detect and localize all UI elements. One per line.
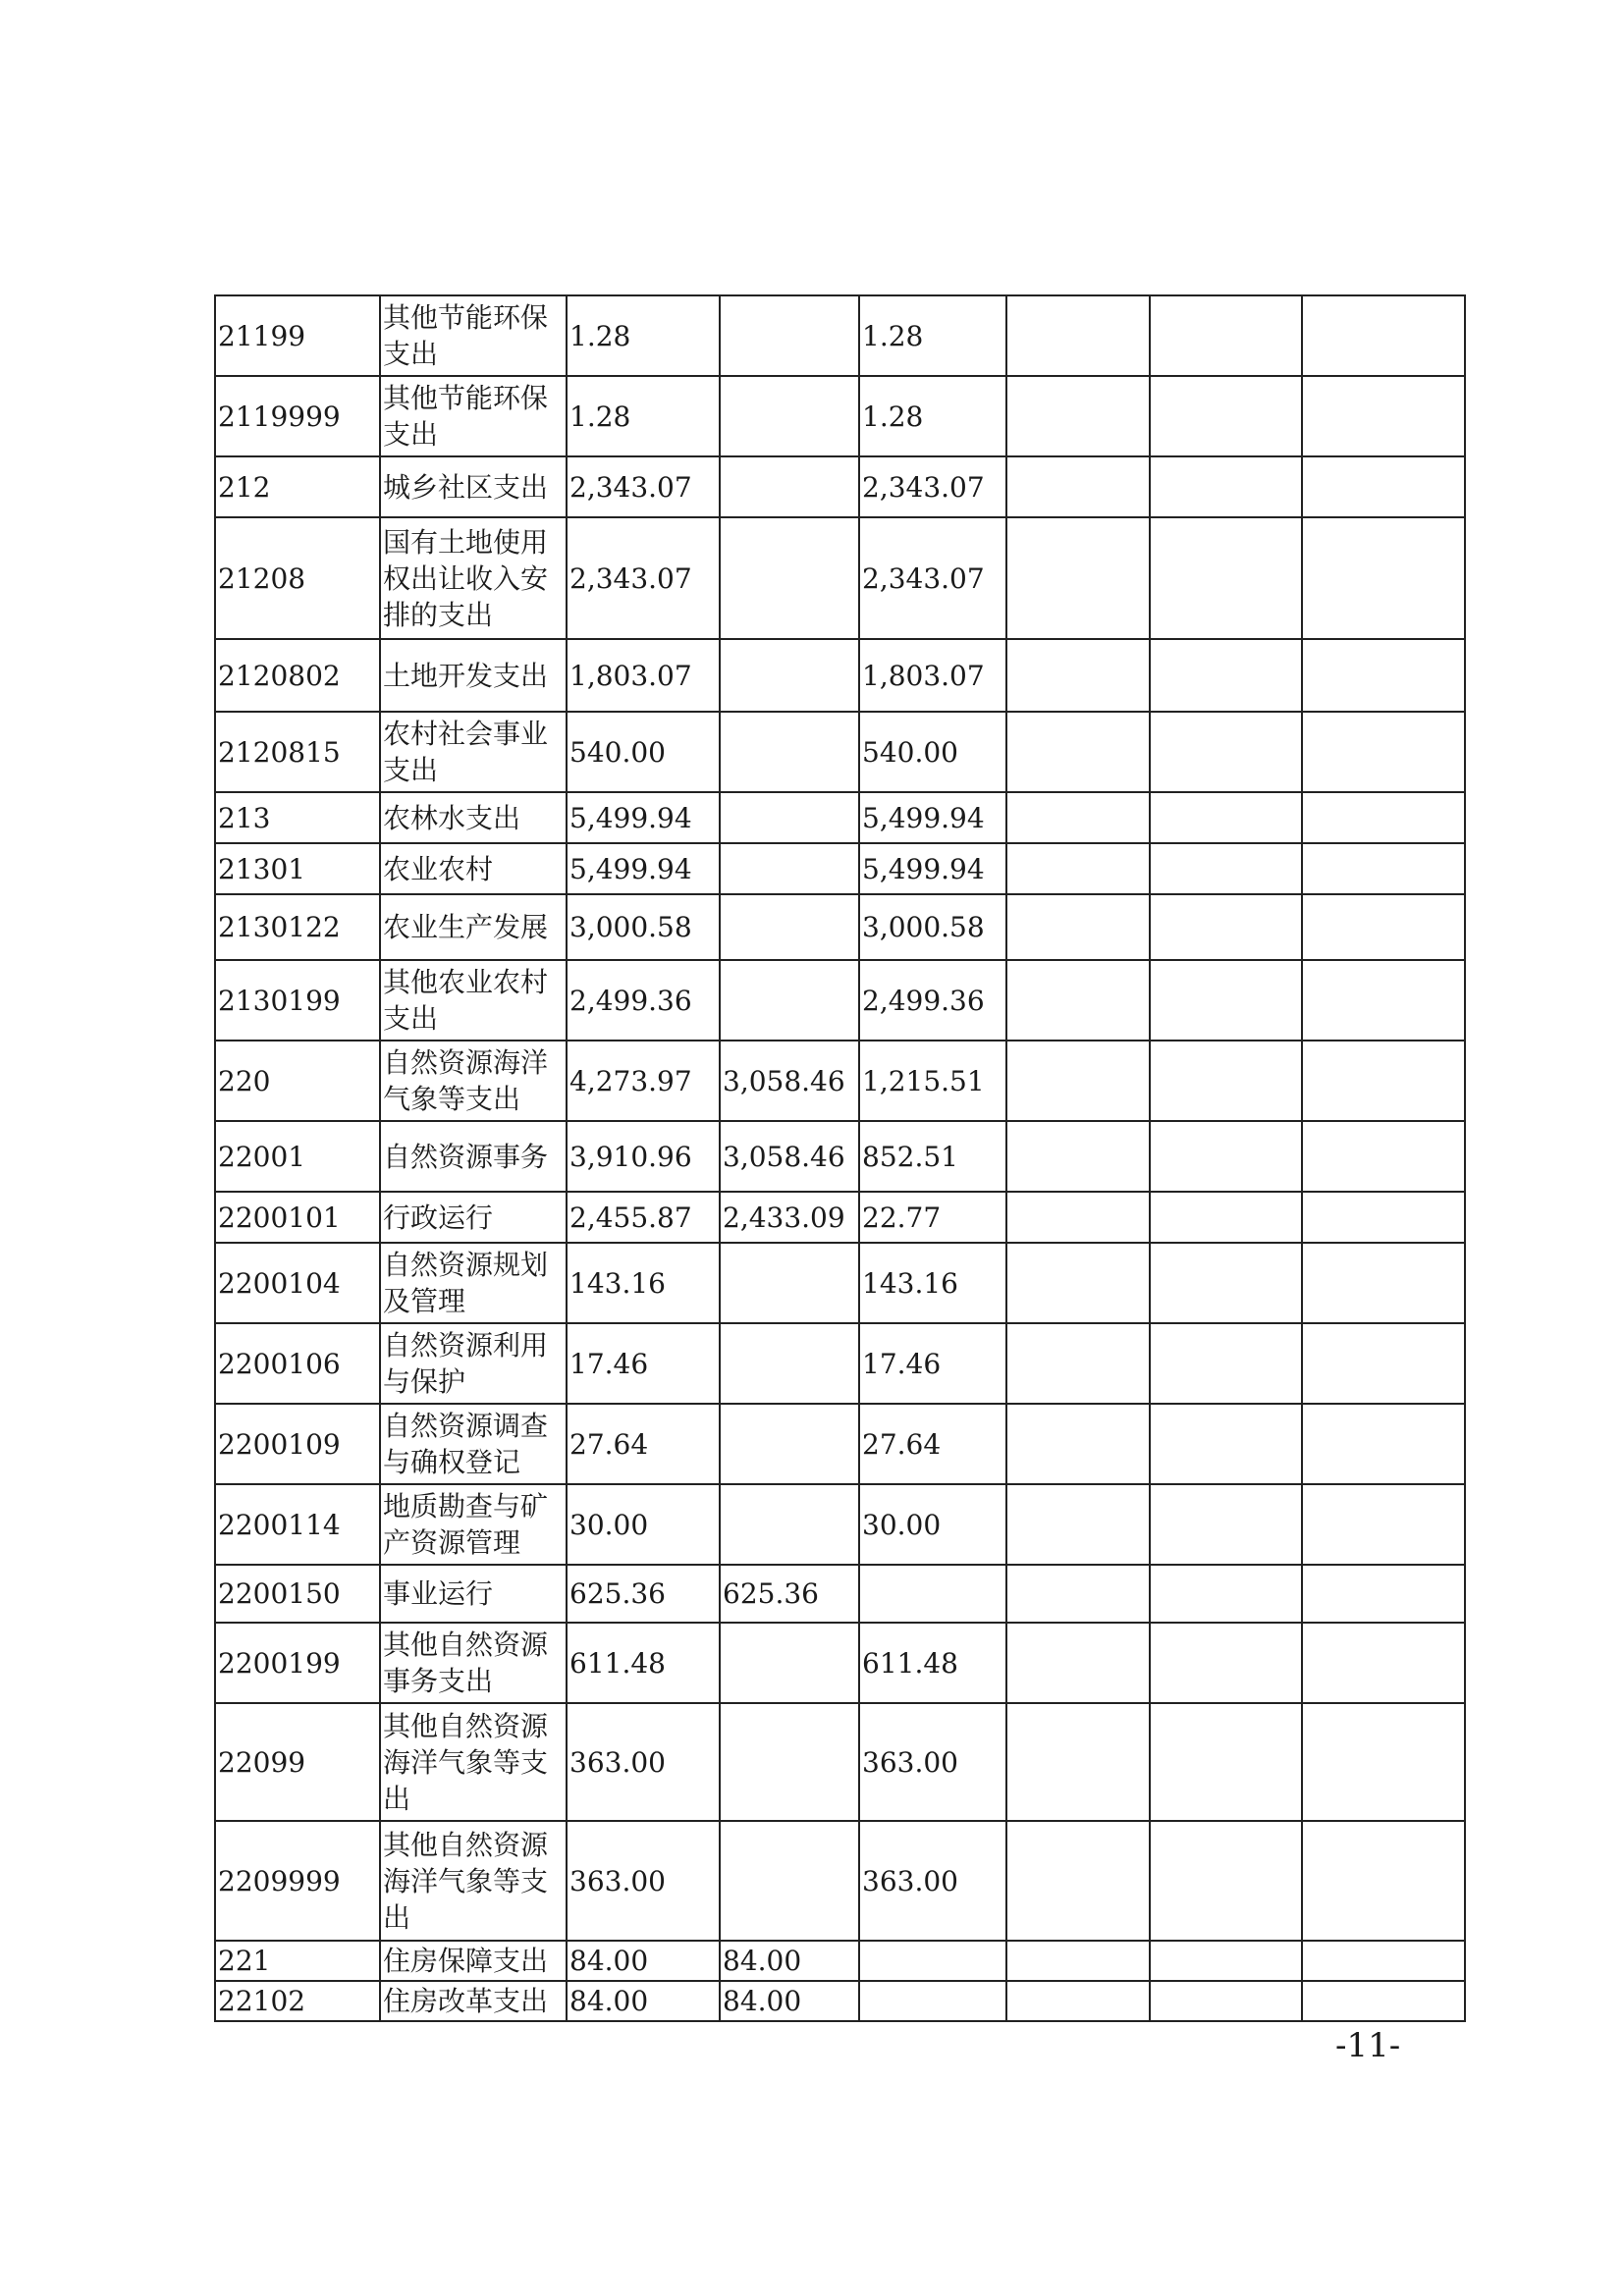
code-cell: 22001: [215, 1121, 380, 1192]
total-cell: 143.16: [567, 1243, 720, 1323]
total-cell: 611.48: [567, 1623, 720, 1703]
total-cell: 363.00: [567, 1821, 720, 1941]
table-row: [215, 1484, 1465, 1565]
project-cell: 17.46: [859, 1323, 1006, 1404]
item-name-cell: 其他节能环保支出: [380, 295, 567, 376]
item-name-cell: 农村社会事业支出: [380, 712, 567, 792]
total-cell: 30.00: [567, 1484, 720, 1565]
basic-cell: 3,058.46: [720, 1121, 859, 1192]
empty-cell: [1302, 792, 1465, 843]
basic-cell: [720, 712, 859, 792]
code-cell: 2120815: [215, 712, 380, 792]
basic-cell: [720, 1323, 859, 1404]
basic-cell: 2,433.09: [720, 1192, 859, 1243]
empty-cell: [1302, 376, 1465, 456]
empty-cell: [1302, 1192, 1465, 1243]
basic-cell: [720, 1404, 859, 1484]
item-name-cell: 行政运行: [380, 1192, 567, 1243]
empty-cell: [1150, 1565, 1302, 1623]
empty-cell: [1006, 376, 1150, 456]
expenditure-table: [214, 294, 1466, 2022]
project-cell: 2,499.36: [859, 960, 1006, 1041]
item-name-cell: 土地开发支出: [380, 639, 567, 712]
empty-cell: [1302, 639, 1465, 712]
total-cell: 363.00: [567, 1703, 720, 1821]
table-row: [215, 456, 1465, 517]
code-cell: 2200101: [215, 1192, 380, 1243]
item-name-cell: 其他自然资源海洋气象等支出: [380, 1703, 567, 1821]
empty-cell: [1150, 1703, 1302, 1821]
empty-cell: [1006, 1703, 1150, 1821]
empty-cell: [1006, 1192, 1150, 1243]
empty-cell: [1302, 1323, 1465, 1404]
table-row: [215, 1623, 1465, 1703]
empty-cell: [1006, 1821, 1150, 1941]
basic-cell: [720, 639, 859, 712]
project-cell: [859, 1941, 1006, 1981]
item-name-cell: 自然资源调查与确权登记: [380, 1404, 567, 1484]
empty-cell: [1006, 792, 1150, 843]
basic-cell: 3,058.46: [720, 1041, 859, 1121]
item-name-cell: 自然资源规划及管理: [380, 1243, 567, 1323]
project-cell: 3,000.58: [859, 894, 1006, 960]
total-cell: 1,803.07: [567, 639, 720, 712]
empty-cell: [1006, 894, 1150, 960]
empty-cell: [1150, 1041, 1302, 1121]
code-cell: 2200109: [215, 1404, 380, 1484]
empty-cell: [1302, 894, 1465, 960]
total-cell: 540.00: [567, 712, 720, 792]
empty-cell: [1302, 517, 1465, 639]
code-cell: 2130122: [215, 894, 380, 960]
empty-cell: [1150, 1484, 1302, 1565]
project-cell: 5,499.94: [859, 843, 1006, 894]
empty-cell: [1302, 1121, 1465, 1192]
project-cell: 1,215.51: [859, 1041, 1006, 1121]
table-row: [215, 712, 1465, 792]
project-cell: 363.00: [859, 1703, 1006, 1821]
table-row: [215, 1981, 1465, 2021]
table-row: [215, 1323, 1465, 1404]
empty-cell: [1006, 456, 1150, 517]
total-cell: 2,343.07: [567, 456, 720, 517]
table-row: [215, 1941, 1465, 1981]
item-name-cell: 城乡社区支出: [380, 456, 567, 517]
code-cell: 22099: [215, 1703, 380, 1821]
project-cell: 30.00: [859, 1484, 1006, 1565]
table-row: [215, 1243, 1465, 1323]
basic-cell: 84.00: [720, 1981, 859, 2021]
empty-cell: [1006, 843, 1150, 894]
empty-cell: [1150, 639, 1302, 712]
project-cell: 611.48: [859, 1623, 1006, 1703]
empty-cell: [1006, 1243, 1150, 1323]
total-cell: 1.28: [567, 376, 720, 456]
empty-cell: [1006, 517, 1150, 639]
total-cell: 17.46: [567, 1323, 720, 1404]
empty-cell: [1302, 1243, 1465, 1323]
table-row: [215, 376, 1465, 456]
project-cell: 1.28: [859, 295, 1006, 376]
code-cell: 2120802: [215, 639, 380, 712]
empty-cell: [1150, 1821, 1302, 1941]
item-name-cell: 住房改革支出: [380, 1981, 567, 2021]
table-row: [215, 639, 1465, 712]
empty-cell: [1150, 1323, 1302, 1404]
empty-cell: [1150, 843, 1302, 894]
empty-cell: [1006, 1623, 1150, 1703]
total-cell: 2,343.07: [567, 517, 720, 639]
code-cell: 213: [215, 792, 380, 843]
code-cell: 2200114: [215, 1484, 380, 1565]
code-cell: 22102: [215, 1981, 380, 2021]
total-cell: 3,910.96: [567, 1121, 720, 1192]
project-cell: 143.16: [859, 1243, 1006, 1323]
empty-cell: [1150, 376, 1302, 456]
project-cell: 27.64: [859, 1404, 1006, 1484]
total-cell: 625.36: [567, 1565, 720, 1623]
basic-cell: [720, 1821, 859, 1941]
empty-cell: [1150, 1192, 1302, 1243]
project-cell: 5,499.94: [859, 792, 1006, 843]
empty-cell: [1150, 1941, 1302, 1981]
total-cell: 84.00: [567, 1941, 720, 1981]
empty-cell: [1150, 1623, 1302, 1703]
basic-cell: [720, 517, 859, 639]
page-number: -11-: [1335, 2026, 1401, 2065]
table-row: [215, 1041, 1465, 1121]
basic-cell: [720, 1243, 859, 1323]
item-name-cell: 其他农业农村支出: [380, 960, 567, 1041]
basic-cell: [720, 295, 859, 376]
code-cell: 212: [215, 456, 380, 517]
empty-cell: [1150, 792, 1302, 843]
project-cell: 852.51: [859, 1121, 1006, 1192]
basic-cell: [720, 1484, 859, 1565]
item-name-cell: 国有土地使用权出让收入安排的支出: [380, 517, 567, 639]
project-cell: [859, 1981, 1006, 2021]
basic-cell: [720, 456, 859, 517]
empty-cell: [1006, 1404, 1150, 1484]
code-cell: 21301: [215, 843, 380, 894]
code-cell: 21199: [215, 295, 380, 376]
empty-cell: [1302, 1941, 1465, 1981]
empty-cell: [1006, 1041, 1150, 1121]
table-body: [215, 295, 1465, 2021]
item-name-cell: 其他自然资源事务支出: [380, 1623, 567, 1703]
code-cell: 2130199: [215, 960, 380, 1041]
table-row: [215, 843, 1465, 894]
item-name-cell: 其他自然资源海洋气象等支出: [380, 1821, 567, 1941]
code-cell: 2200199: [215, 1623, 380, 1703]
basic-cell: [720, 843, 859, 894]
table-row: [215, 1192, 1465, 1243]
item-name-cell: 农业农村: [380, 843, 567, 894]
empty-cell: [1150, 456, 1302, 517]
project-cell: 363.00: [859, 1821, 1006, 1941]
total-cell: 3,000.58: [567, 894, 720, 960]
empty-cell: [1302, 1821, 1465, 1941]
empty-cell: [1006, 1484, 1150, 1565]
empty-cell: [1006, 1981, 1150, 2021]
empty-cell: [1150, 1981, 1302, 2021]
code-cell: 221: [215, 1941, 380, 1981]
table-row: [215, 295, 1465, 376]
basic-cell: 625.36: [720, 1565, 859, 1623]
basic-cell: [720, 960, 859, 1041]
table-row: [215, 1404, 1465, 1484]
empty-cell: [1302, 1404, 1465, 1484]
basic-cell: [720, 792, 859, 843]
code-cell: 220: [215, 1041, 380, 1121]
project-cell: 1.28: [859, 376, 1006, 456]
empty-cell: [1006, 1323, 1150, 1404]
item-name-cell: 事业运行: [380, 1565, 567, 1623]
total-cell: 2,455.87: [567, 1192, 720, 1243]
item-name-cell: 自然资源事务: [380, 1121, 567, 1192]
code-cell: 2200150: [215, 1565, 380, 1623]
empty-cell: [1302, 1041, 1465, 1121]
table-row: [215, 517, 1465, 639]
code-cell: 21208: [215, 517, 380, 639]
project-cell: 1,803.07: [859, 639, 1006, 712]
project-cell: 2,343.07: [859, 456, 1006, 517]
empty-cell: [1302, 1703, 1465, 1821]
item-name-cell: 自然资源海洋气象等支出: [380, 1041, 567, 1121]
empty-cell: [1006, 1121, 1150, 1192]
table-row: [215, 1703, 1465, 1821]
basic-cell: [720, 1703, 859, 1821]
empty-cell: [1302, 1484, 1465, 1565]
empty-cell: [1302, 712, 1465, 792]
total-cell: 2,499.36: [567, 960, 720, 1041]
project-cell: 2,343.07: [859, 517, 1006, 639]
item-name-cell: 自然资源利用与保护: [380, 1323, 567, 1404]
empty-cell: [1006, 712, 1150, 792]
project-cell: [859, 1565, 1006, 1623]
empty-cell: [1150, 1121, 1302, 1192]
empty-cell: [1302, 843, 1465, 894]
basic-cell: 84.00: [720, 1941, 859, 1981]
total-cell: 5,499.94: [567, 792, 720, 843]
empty-cell: [1302, 295, 1465, 376]
basic-cell: [720, 1623, 859, 1703]
empty-cell: [1006, 1941, 1150, 1981]
table-row: [215, 1565, 1465, 1623]
table-row: [215, 1821, 1465, 1941]
empty-cell: [1006, 960, 1150, 1041]
total-cell: 27.64: [567, 1404, 720, 1484]
empty-cell: [1302, 456, 1465, 517]
empty-cell: [1150, 1243, 1302, 1323]
item-name-cell: 地质勘查与矿产资源管理: [380, 1484, 567, 1565]
basic-cell: [720, 376, 859, 456]
empty-cell: [1150, 960, 1302, 1041]
empty-cell: [1150, 894, 1302, 960]
total-cell: 84.00: [567, 1981, 720, 2021]
code-cell: 2200104: [215, 1243, 380, 1323]
empty-cell: [1150, 1404, 1302, 1484]
empty-cell: [1150, 517, 1302, 639]
empty-cell: [1150, 712, 1302, 792]
empty-cell: [1302, 960, 1465, 1041]
empty-cell: [1006, 1565, 1150, 1623]
total-cell: 5,499.94: [567, 843, 720, 894]
empty-cell: [1302, 1981, 1465, 2021]
project-cell: 22.77: [859, 1192, 1006, 1243]
basic-cell: [720, 894, 859, 960]
empty-cell: [1302, 1565, 1465, 1623]
total-cell: 4,273.97: [567, 1041, 720, 1121]
project-cell: 540.00: [859, 712, 1006, 792]
empty-cell: [1006, 639, 1150, 712]
table-row: [215, 960, 1465, 1041]
item-name-cell: 农林水支出: [380, 792, 567, 843]
total-cell: 1.28: [567, 295, 720, 376]
code-cell: 2119999: [215, 376, 380, 456]
code-cell: 2200106: [215, 1323, 380, 1404]
empty-cell: [1150, 295, 1302, 376]
table-row: [215, 792, 1465, 843]
item-name-cell: 其他节能环保支出: [380, 376, 567, 456]
table-row: [215, 1121, 1465, 1192]
empty-cell: [1006, 295, 1150, 376]
item-name-cell: 农业生产发展: [380, 894, 567, 960]
code-cell: 2209999: [215, 1821, 380, 1941]
table-row: [215, 894, 1465, 960]
empty-cell: [1302, 1623, 1465, 1703]
item-name-cell: 住房保障支出: [380, 1941, 567, 1981]
